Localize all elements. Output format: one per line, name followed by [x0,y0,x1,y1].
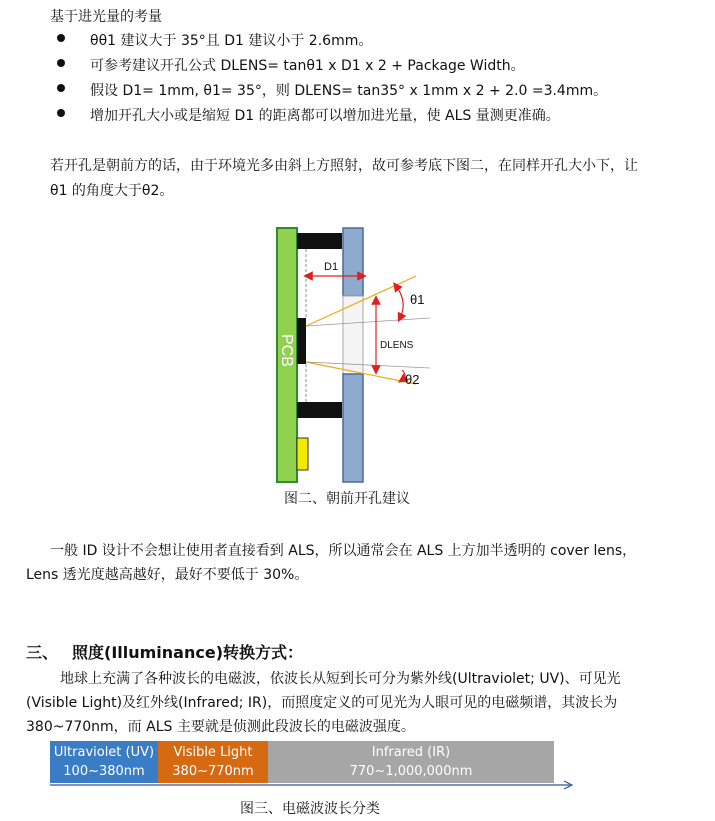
dlens-label: DLENS [380,340,414,351]
pcb-label: PCB [278,334,295,367]
band-ir-range: 770~1,000,000nm [349,764,473,779]
band-uv-name: Ultraviolet (UV) [53,745,155,760]
para-spectrum-line1: 地球上充满了各种波长的电磁波，依波长从短到长可分为紫外线(Ultraviolet; UV)、可见光 [60,671,621,687]
lens-plate-bottom [343,374,363,482]
black-block-top [297,233,342,249]
band-uv [50,741,158,783]
theta1-label: θ1 [410,292,425,307]
wavelength-axis-arrow [50,780,578,790]
figure3-caption: 图三、电磁波波长分类 [240,801,380,817]
theta1-arc [396,286,403,318]
para-front-opening-line1: 若开孔是朝前方的话，由于环境光多由斜上方照射，故可参考底下图二，在同样开孔大小下，让 [50,158,638,174]
ray-normal-lower [306,362,430,368]
band-ir-name: Infrared (IR) [371,745,451,760]
para-spectrum-line2: (Visible Light)及红外线(Infrared; IR)，而照度定义的可见光为人眼可见的电磁频谱，其波长为 [26,695,618,711]
theta2-label: θ2 [405,372,420,387]
bullet-dot [57,84,65,92]
para-front-opening-line2: θ1 的角度大于θ2。 [50,183,174,199]
ray-normal-upper [306,318,430,326]
bullet-item: 增加开孔大小或是缩短 D1 的距离都可以增加进光量，使 ALS 量测更准确。 [90,108,560,124]
bullet-item: 可参考建议开孔公式 DLENS= tanθ1 x D1 x 2 + Package Width。 [90,58,525,74]
bullet-dot [57,59,65,67]
section3-number: 三、 [26,643,59,662]
section3-title: 照度(Illuminance)转换方式： [72,643,304,662]
figure2-caption: 图二、朝前开孔建议 [284,491,410,507]
band-visible-name: Visible Light [173,745,253,760]
para-cover-lens-line1: 一般 ID 设计不会想让使用者直接看到 ALS，所以通常会在 ALS 上方加半透明的 cover lens， [50,543,637,559]
d1-label: D1 [324,261,339,273]
bullet-dot [57,34,65,42]
lens-plate-top [343,228,363,296]
band-ir [268,741,554,783]
para-cover-lens-line2: Lens 透光度越高越好，最好不要低于 30%。 [26,567,309,583]
bullet-item: 假设 D1= 1mm, θ1= 35°，则 DLENS= tan35° x 1mm x 2 + 2.0 =3.4mm。 [90,83,608,99]
band-uv-range: 100~380nm [63,764,145,779]
figure-front-opening-diagram [270,222,450,490]
bullet-item: θθ1 建议大于 35°且 D1 建议小于 2.6mm。 [90,33,373,49]
black-block-bottom [297,402,342,418]
band-visible [158,741,268,783]
als-label: ALS [294,334,308,357]
section-intro: 基于进光量的考量 [50,9,162,25]
para-spectrum-line3: 380~770nm，而 ALS 主要就是侦测此段波长的电磁波强度。 [26,719,415,735]
bullet-dot [57,109,65,117]
band-visible-range: 380~770nm [172,764,254,779]
yellow-component [297,438,308,470]
